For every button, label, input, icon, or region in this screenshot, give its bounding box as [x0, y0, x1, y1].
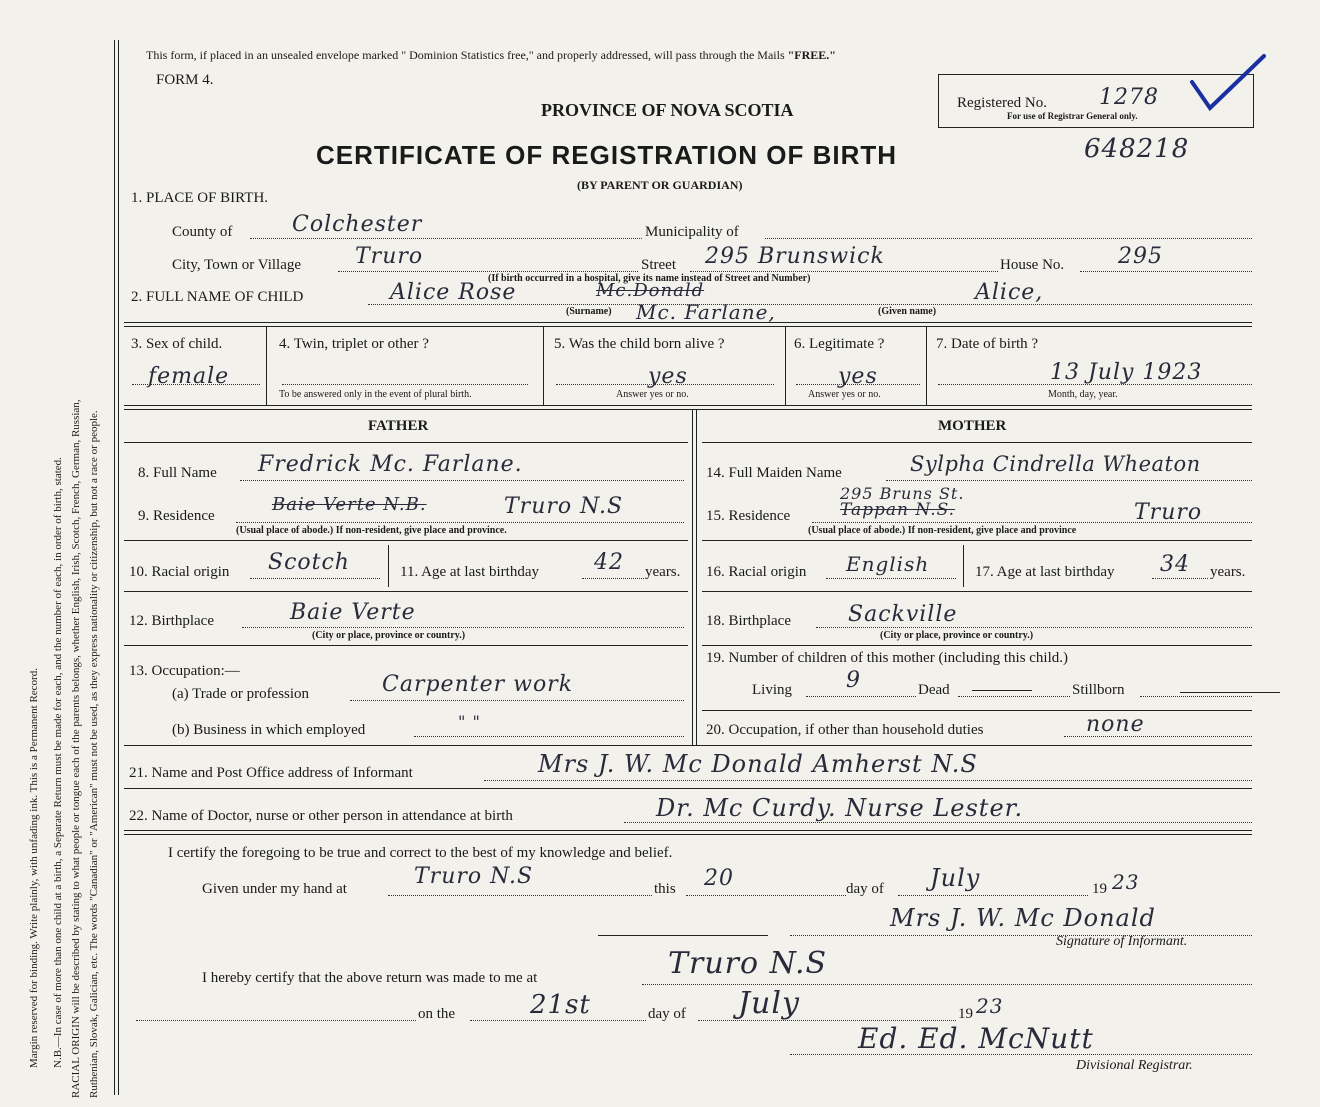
- registrar-label: Divisional Registrar.: [1076, 1058, 1193, 1073]
- mother-age-value: 34: [1160, 552, 1190, 577]
- given-name-label: (Given name): [878, 306, 937, 317]
- this-day-value: 20: [704, 866, 734, 891]
- given-place-value: Truro N.S: [414, 864, 534, 889]
- alive-value: yes: [648, 364, 688, 389]
- city-value: Truro: [355, 244, 424, 269]
- house-label: House No.: [1000, 257, 1065, 273]
- registrar-signature: Ed. Ed. McNutt: [858, 1022, 1094, 1055]
- stamp-number: 648218: [1084, 134, 1190, 164]
- child-name-label: 2. FULL NAME OF CHILD: [131, 289, 304, 305]
- father-residence-label: 9. Residence: [138, 508, 215, 524]
- margin-text-binding: Margin reserved for binding. Write plainly, with unfading ink. This is a Permanent Record.: [28, 668, 40, 1068]
- business-label: (b) Business in which employed: [172, 722, 366, 738]
- father-age-label: 11. Age at last birthday: [400, 564, 539, 580]
- trade-label: (a) Trade or profession: [172, 686, 310, 702]
- mother-residence-struck: Tappan N.S.: [840, 500, 956, 520]
- month-value-2: July: [738, 986, 800, 1021]
- father-occupation-label: 13. Occupation:—: [129, 663, 240, 679]
- father-birthplace-label: 12. Birthplace: [129, 613, 214, 629]
- dob-label: 7. Date of birth ?: [936, 336, 1039, 352]
- mother-name-label: 14. Full Maiden Name: [706, 465, 842, 481]
- mother-birthplace-label: 18. Birthplace: [706, 613, 791, 629]
- signature-label: Signature of Informant.: [1056, 934, 1188, 949]
- living-value: 9: [846, 668, 861, 693]
- house-value: 295: [1118, 244, 1163, 269]
- this-label: this: [654, 881, 676, 897]
- mother-heading: MOTHER: [938, 418, 1007, 434]
- place-of-birth-heading: 1. PLACE OF BIRTH.: [131, 190, 269, 206]
- stillborn-label: Stillborn: [1072, 682, 1125, 698]
- father-residence-note: (Usual place of abode.) If non-resident, give place and province.: [236, 525, 507, 536]
- business-value: " ": [458, 712, 481, 731]
- alive-note: Answer yes or no.: [616, 389, 689, 400]
- informant-label: 21. Name and Post Office address of Informant: [129, 765, 413, 781]
- father-age-unit: years.: [645, 564, 681, 580]
- checkmark-icon: [1188, 52, 1268, 114]
- dob-value: 13 July 1923: [1050, 360, 1203, 385]
- year-prefix-2: 19: [958, 1006, 973, 1022]
- twin-note: To be answered only in the event of plural birth.: [279, 389, 472, 400]
- month-value: July: [930, 864, 981, 892]
- margin-rule: [114, 40, 115, 1095]
- mother-residence-value: Truro: [1134, 500, 1203, 525]
- mother-age-label: 17. Age at last birthday: [975, 564, 1115, 580]
- margin-text-racial-2: Ruthenian, Slovak, Galician, etc. The words "Canadian" or "American" must not be used, as they express nationality or citizenship, but not a race or people.: [88, 410, 100, 1098]
- certificate-subtitle: (BY PARENT OR GUARDIAN): [577, 178, 743, 192]
- father-age-value: 42: [594, 550, 624, 575]
- mother-birthplace-note: (City or place, province or country.): [880, 630, 1034, 641]
- sex-label: 3. Sex of child.: [131, 336, 223, 352]
- doctor-label: 22. Name of Doctor, nurse or other person in attendance at birth: [129, 808, 513, 824]
- city-label: City, Town or Village: [172, 257, 302, 273]
- mother-occupation-value: none: [1086, 712, 1145, 737]
- child-given-value: Alice,: [975, 280, 1044, 305]
- margin-text-nb: N.B.—In case of more than one child at a birth, a Separate Return must be made for each, and the number of each, in order of birth, stated.: [52, 457, 64, 1068]
- hereby-place-value: Truro N.S: [668, 946, 828, 981]
- day-of-label-2: day of: [648, 1006, 686, 1022]
- given-label: Given under my hand at: [202, 881, 347, 897]
- father-birthplace-value: Baie Verte: [290, 600, 416, 625]
- hospital-note: (If birth occurred in a hospital, give its name instead of Street and Number): [488, 273, 811, 284]
- municipality-label: Municipality of: [645, 224, 739, 240]
- legitimate-label: 6. Legitimate ?: [794, 336, 885, 352]
- street-label: Street: [641, 257, 676, 273]
- living-label: Living: [752, 682, 792, 698]
- mother-birthplace-value: Sackville: [848, 602, 958, 627]
- mother-race-value: English: [846, 552, 930, 576]
- on-day-value: 21st: [530, 990, 591, 1020]
- doctor-value: Dr. Mc Curdy. Nurse Lester.: [656, 794, 1024, 822]
- informant-signature: Mrs J. W. Mc Donald: [890, 904, 1156, 932]
- father-race-label: 10. Racial origin: [129, 564, 230, 580]
- child-name-struck: Mc.Donald: [596, 280, 705, 301]
- mother-occupation-label: 20. Occupation, if other than household duties: [706, 722, 984, 738]
- postal-notice: This form, if placed in an unsealed envelope marked " Dominion Statistics free," and properly addressed, will pass through the Mails "FREE.": [146, 48, 836, 62]
- surname-value: Mc. Farlane,: [636, 300, 776, 324]
- surname-label: (Surname): [566, 306, 612, 317]
- legitimate-value: yes: [838, 364, 878, 389]
- certificate-title: CERTIFICATE OF REGISTRATION OF BIRTH: [316, 140, 898, 170]
- sex-value: female: [148, 364, 230, 389]
- margin-rule-2: [118, 40, 119, 1095]
- father-heading: FATHER: [368, 418, 429, 434]
- mother-residence-label: 15. Residence: [706, 508, 791, 524]
- child-given-written: Alice Rose: [390, 280, 517, 305]
- year-value-2: 23: [976, 994, 1004, 1018]
- alive-label: 5. Was the child born alive ?: [554, 336, 725, 352]
- informant-value: Mrs J. W. Mc Donald Amherst N.S: [538, 750, 978, 778]
- dob-note: Month, day, year.: [1048, 389, 1118, 400]
- mother-residence-note: (Usual place of abode.) If non-resident, give place and province: [808, 525, 1077, 536]
- province-heading: PROVINCE OF NOVA SCOTIA: [541, 100, 794, 120]
- mother-name-value: Sylpha Cindrella Wheaton: [910, 452, 1201, 476]
- mother-race-label: 16. Racial origin: [706, 564, 807, 580]
- father-race-value: Scotch: [268, 550, 350, 575]
- mother-age-unit: years.: [1210, 564, 1246, 580]
- dead-label: Dead: [918, 682, 950, 698]
- year-value: 23: [1112, 870, 1140, 894]
- twin-label: 4. Twin, triplet or other ?: [279, 336, 429, 352]
- father-name-label: 8. Full Name: [138, 465, 217, 481]
- hereby-statement: I hereby certify that the above return was made to me at: [202, 970, 538, 986]
- registered-label: Registered No.: [957, 95, 1047, 111]
- county-value: Colchester: [292, 212, 423, 237]
- father-birthplace-note: (City or place, province or country.): [312, 630, 466, 641]
- trade-value: Carpenter work: [382, 672, 574, 697]
- certify-statement: I certify the foregoing to be true and correct to the best of my knowledge and belief.: [168, 845, 673, 861]
- registered-number: 1278: [1099, 85, 1159, 110]
- year-prefix: 19: [1092, 881, 1107, 897]
- stillborn-dash: [1180, 692, 1280, 693]
- father-residence-struck: Baie Verte N.B.: [272, 494, 427, 515]
- legitimate-note: Answer yes or no.: [808, 389, 881, 400]
- day-of-label: day of: [846, 881, 884, 897]
- form-number: FORM 4.: [156, 72, 214, 88]
- dead-dash: [972, 690, 1032, 691]
- father-residence-value: Truro N.S: [504, 494, 624, 519]
- registrar-note: For use of Registrar General only.: [1007, 111, 1138, 121]
- street-value: 295 Brunswick: [705, 244, 885, 269]
- father-name-value: Fredrick Mc. Farlane.: [258, 452, 523, 477]
- margin-text-racial-1: RACIAL ORIGIN will be described by stating to what people or tongue each of the parents belongs, whether English, Irish, Scotch, French, German, Russian,: [70, 399, 82, 1098]
- mother-residence-top: 295 Bruns St.: [840, 484, 965, 503]
- on-the-label: on the: [418, 1006, 456, 1022]
- county-label: County of: [172, 224, 233, 240]
- children-count-label: 19. Number of children of this mother (including this child.): [706, 650, 1069, 666]
